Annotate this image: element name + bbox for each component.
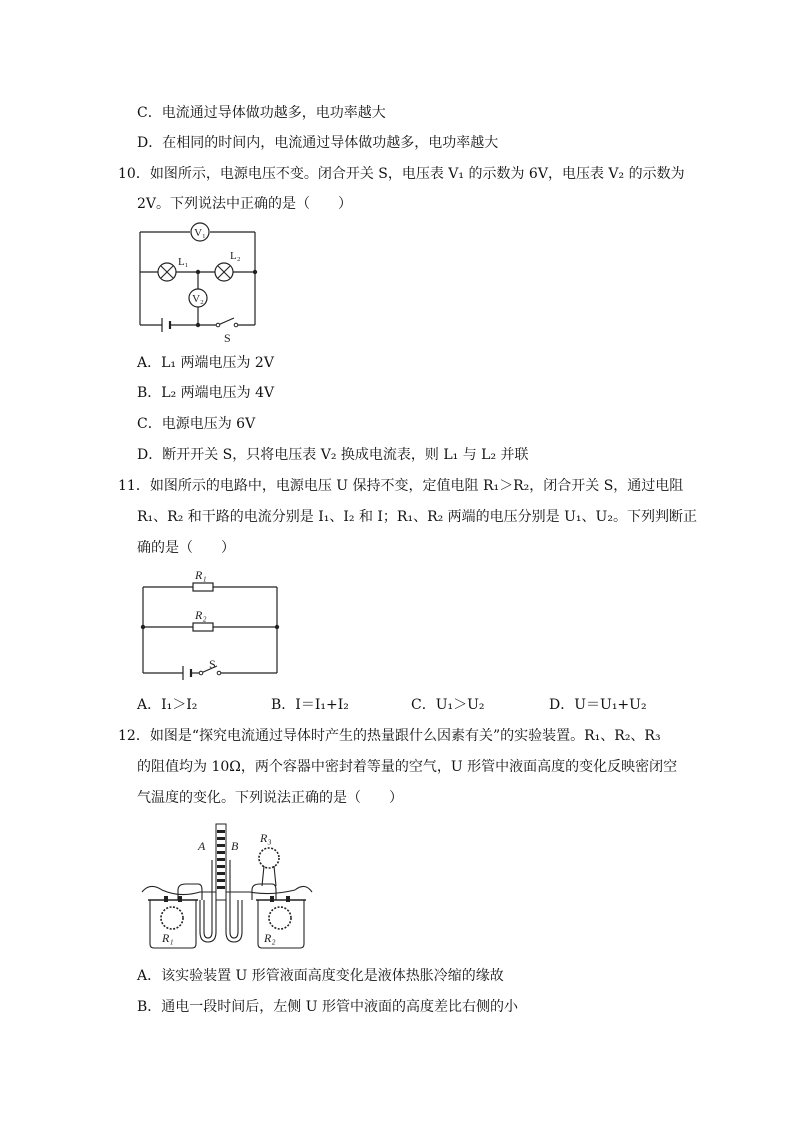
q11-option-d: D．U＝U₁+U₂ bbox=[549, 697, 647, 713]
q11-stem-line3: 确的是（ ） bbox=[137, 540, 235, 556]
q12-stem-line2: 的阻值均为 10Ω，两个容器中密封着等量的空气，U 形管中液面高度的变化反映密闭空 bbox=[137, 759, 678, 775]
q10-voltmeter-v1-icon bbox=[191, 223, 209, 241]
q12-option-b: B．通电一段时间后，左侧 U 形管中液面的高度差比右侧的小 bbox=[137, 999, 518, 1015]
q12-option-a: A．该实验装置 U 形管液面高度变化是液体热胀冷缩的缘故 bbox=[137, 968, 504, 984]
q10-stem-line2: 2V。下列说法中正确的是（ ） bbox=[137, 196, 353, 212]
q11-option-a: A．I₁＞I₂ bbox=[137, 697, 198, 713]
q10-label-l2: L₂ bbox=[230, 250, 241, 262]
q11-stem-line2: R₁、R₂ 和干路的电流分别是 I₁、I₂ 和 I；R₁、R₂ 两端的电压分别是 U₁、U₂。下列判断正 bbox=[137, 509, 697, 525]
q10-option-a: A．L₁ 两端电压为 2V bbox=[137, 355, 274, 371]
q10-voltmeter-v2-icon bbox=[189, 289, 207, 307]
q10-lamp-l1-icon bbox=[158, 263, 176, 281]
q9-option-c: C．电流通过导体做功越多，电功率越大 bbox=[137, 105, 386, 121]
q11-label-switch: S bbox=[209, 657, 216, 671]
q10-stem-line1: 10．如图所示，电源电压不变。闭合开关 S，电压表 V₁ 的示数为 6V，电压表 V₂ 的示数为 bbox=[118, 166, 685, 182]
q10-option-b: B．L₂ 两端电压为 4V bbox=[137, 385, 275, 401]
q12-stem-line3: 气温度的变化。下列说法正确的是（ ） bbox=[137, 790, 403, 806]
q12-label-r3: R₃ bbox=[260, 831, 272, 845]
q12-label-b: B bbox=[231, 839, 239, 853]
q11-label-r1: R₁ bbox=[195, 568, 207, 582]
q12-label-r1: R₁ bbox=[162, 931, 174, 945]
q10-label-l1: L₁ bbox=[178, 256, 189, 268]
q10-label-v1: V₁ bbox=[194, 227, 206, 239]
q11-option-c: C．U₁＞U₂ bbox=[411, 697, 485, 713]
q10-option-c: C．电源电压为 6V bbox=[137, 416, 256, 432]
q10-lamp-l2-icon bbox=[215, 263, 233, 281]
q12-stem-line1: 12．如图是“探究电流通过导体时产生的热量跟什么因素有关”的实验装置。R₁、R₂、R₃ bbox=[118, 728, 661, 744]
q10-option-d: D．断开开关 S，只将电压表 V₂ 换成电流表，则 L₁ 与 L₂ 并联 bbox=[137, 447, 529, 463]
q10-label-v2: V₂ bbox=[192, 293, 204, 305]
q10-circuit-figure bbox=[130, 220, 270, 345]
q11-circuit-figure bbox=[135, 565, 285, 685]
q12-apparatus-figure bbox=[140, 820, 320, 950]
q12-label-r2: R₂ bbox=[264, 931, 276, 945]
q11-option-b: B．I＝I₁+I₂ bbox=[271, 697, 349, 713]
q11-stem-line1: 11．如图所示的电路中，电源电压 U 保持不变，定值电阻 R₁＞R₂，闭合开关 S，通过电阻 bbox=[118, 478, 684, 494]
q12-label-a: A bbox=[198, 839, 206, 853]
q10-label-switch: S bbox=[224, 331, 231, 345]
q9-option-d: D．在相同的时间内，电流通过导体做功越多，电功率越大 bbox=[137, 135, 499, 151]
q11-label-r2: R₂ bbox=[195, 608, 207, 622]
